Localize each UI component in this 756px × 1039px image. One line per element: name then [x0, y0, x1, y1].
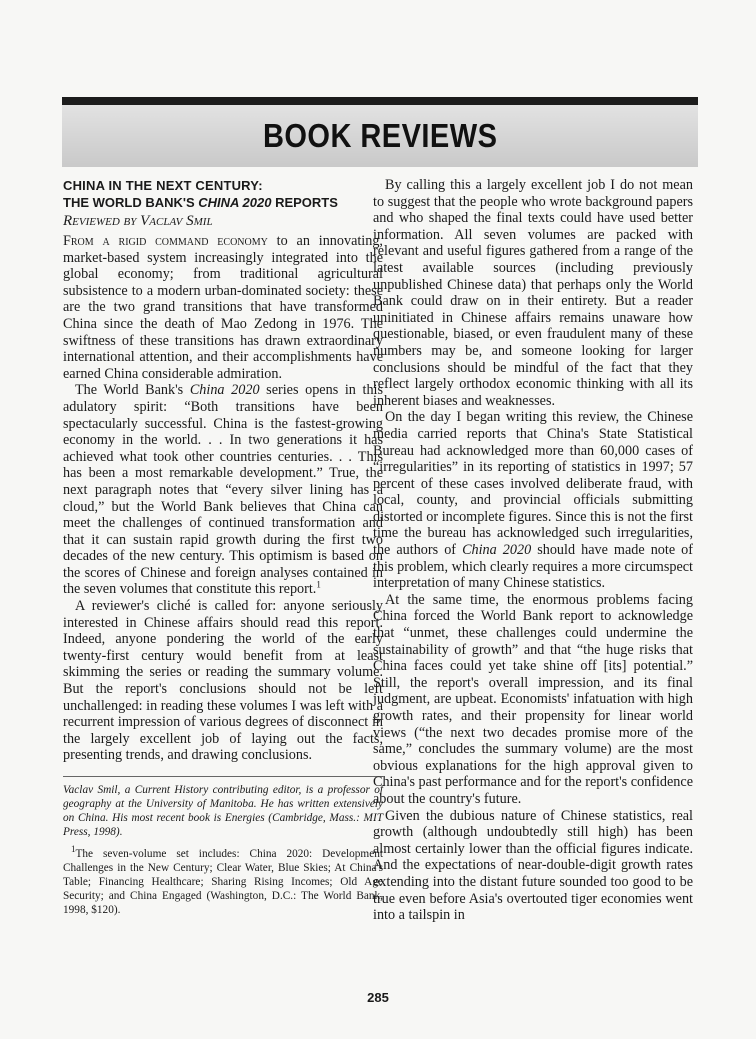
author-bio: Vaclav Smil, a Current History contributing editor, is a professor of geography at the University of Manitoba. He has written extensively on China. His most recent book is Energies (Cambridge, Mass.: MIT Press, 1998). — [63, 784, 383, 838]
title-text: THE WORLD BANK'S — [63, 195, 199, 210]
paragraph-text: to an innovating, market-based system increasingly integrated into the global economy; from traditional agricultural subsistence to a modern urban-dominated society: these are the two grand transitions that have transformed China since the death of Mao Zedong in 1976. The swiftness of these transitions has drawn extraordinary international attention, and their accomplishments have earned China considerable admiration. — [63, 233, 383, 382]
paragraph — [63, 233, 383, 382]
section-title: BOOK REVIEWS — [262, 117, 498, 154]
paragraph: At the same time, the enormous problems facing China forced the World Bank report to acknowledge that “unmet, these challenges could undermine the sustainability of growth” and that “the huge risks that China faces could yet take shine off [its] potential.” Still, the report's overall impression, and its final judgment, are upbeat. Economists' infatuation with high growth rates, and their propensity for linear world views (“the next two decades promise more of the same,” concludes the summary volume) are the most obvious explanations for the high approval given to China's past performance and for the report's confidence about the country's future. — [373, 591, 693, 807]
footnote — [63, 844, 383, 917]
top-rule — [62, 97, 698, 105]
book-title: China 2020 — [462, 542, 532, 559]
paragraph-text: The World Bank's — [75, 382, 190, 399]
footnote-divider — [63, 776, 383, 777]
page-number: 285 — [367, 990, 389, 1005]
paragraph: A reviewer's cliché is called for: anyone seriously interested in Chinese affairs should read this report. Indeed, anyone pondering the world of the early twenty-first century would benefit from at least skimming the series or reading the summary volume. But the report's conclusions should not be left unchallenged: in reading these volumes I was left with a recurrent impression of various degrees of disconnect in the largely excellent job of laying out the facts, presenting trends, and drawing conclusions. — [63, 598, 383, 764]
right-column — [373, 177, 693, 924]
paragraph-text: series opens in this adulatory spirit: “Both transitions have been spectacularly successful. China is the fastest-growing economy in the world. . . In two generations it has achieved what took other countries centuries. . . This has been a most remarkable development.” True, the next paragraph notes that “every silver lining has a cloud,” but the World Bank believes that China can meet the challenges of continued transformation and that it can sustain rapid growth during the first two decades of the new century. This optimism is based on the scores of Chinese and foreign analyses contained in the seven volumes that constitute this report. — [63, 382, 384, 598]
title-emphasis: CHINA 2020 — [198, 195, 272, 210]
byline: Reviewed by Vaclav Smil — [63, 213, 213, 229]
footnote-text: The seven-volume set includes: China 2020: Development Challenges in the New Century; Clear Water, Blue Skies; At China's Table; Financing Healthcare; Sharing Rising Incomes; Old Age Security; and China Engaged (Washington, D.C.: The World Bank, 1998, $120). — [63, 848, 383, 916]
footnote-marker: 1 — [316, 579, 321, 590]
left-column — [63, 177, 383, 917]
paragraph: By calling this a largely excellent job I do not mean to suggest that the people who wrote background papers and who shaped the final texts could have used better information. All seven volumes are packed with relevant and useful figures gathered from a range of the latest available sources (including previously unpublished Chinese data) that perhaps only the World Bank could draw on in their entirety. But a reader uninitiated in Chinese affairs remains unaware how questionable, biased, or even fraudulent many of these numbers may be, and someone looking for larger conclusions should be mindful of the fact that they reflect largely orthodox economic thinking with all its inherent biases and weaknesses. — [373, 177, 693, 409]
paragraph — [373, 409, 693, 592]
paragraph — [63, 382, 383, 598]
title-text-end: REPORTS — [271, 195, 338, 210]
article-title-line-1: CHINA IN THE NEXT CENTURY: — [63, 178, 263, 193]
paragraph-text: should have made note of this problem, which clearly requires a more circumspect interpretation of many Chinese statistics. — [373, 542, 693, 592]
book-title: China 2020 — [189, 382, 260, 399]
article-title-line-2 — [63, 194, 383, 211]
paragraph: Given the dubious nature of Chinese statistics, real growth (although undoubtedly still high) has been almost certainly lower than the official figures indicate. And the expectations of near-double-digit growth rates extending into the distant future sounded too good to be true even before Asia's overtouted tiger economies went into a tailspin in — [373, 807, 693, 924]
paragraph-text: On the day I began writing this review, the Chinese media carried reports that China's State Statistical Bureau had acknowledged more than 60,000 cases of “irregularities” in its reporting of statistics in 1997; 57 percent of these cases involved deliberate fraud, with local, county, and provincial officials submitting distorted or incomplete figures. Since this is not the first time the bureau has acknowledged such irregularities, the authors of — [373, 409, 693, 559]
footnote-number: 1 — [71, 844, 76, 855]
lead-in: From a rigid command economy — [63, 233, 268, 249]
section-banner — [62, 105, 698, 167]
